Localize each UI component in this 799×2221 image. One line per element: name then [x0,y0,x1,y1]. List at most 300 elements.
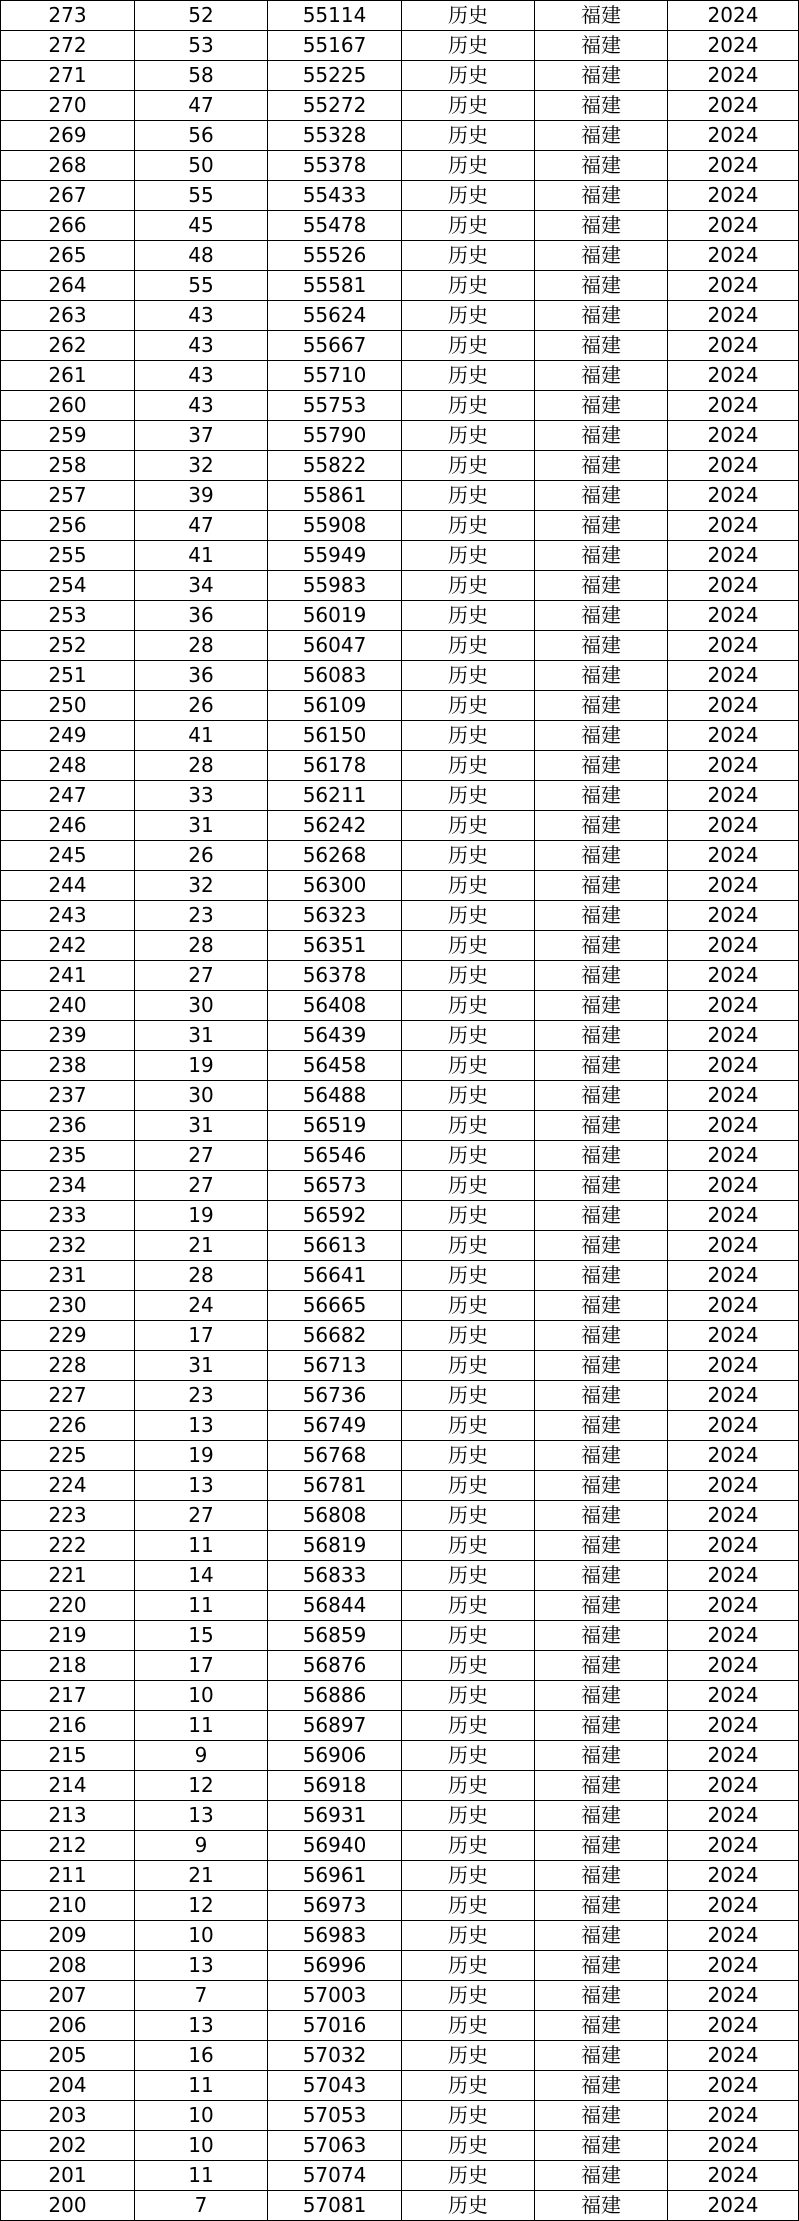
cumulative-cell: 55861 [268,481,402,511]
year-cell: 2024 [668,601,799,631]
score-cell: 262 [1,331,135,361]
year-cell: 2024 [668,691,799,721]
subject-cell: 历史 [402,1171,535,1201]
subject-cell: 历史 [402,361,535,391]
subject-cell: 历史 [402,2041,535,2071]
count-cell: 32 [135,451,268,481]
table-row [1,421,799,451]
cumulative-cell: 56931 [268,1801,402,1831]
year-cell: 2024 [668,1591,799,1621]
count-cell: 48 [135,241,268,271]
score-cell: 270 [1,91,135,121]
year-cell: 2024 [668,1321,799,1351]
cumulative-cell: 56178 [268,751,402,781]
year-cell: 2024 [668,1291,799,1321]
table-row [1,1891,799,1921]
count-cell: 27 [135,1501,268,1531]
year-cell: 2024 [668,181,799,211]
score-cell: 259 [1,421,135,451]
cumulative-cell: 56886 [268,1681,402,1711]
score-cell: 226 [1,1411,135,1441]
count-cell: 43 [135,331,268,361]
count-cell: 31 [135,1111,268,1141]
table-row [1,361,799,391]
province-cell: 福建 [535,1351,668,1381]
cumulative-cell: 56439 [268,1021,402,1051]
count-cell: 17 [135,1321,268,1351]
count-cell: 27 [135,1141,268,1171]
province-cell: 福建 [535,541,668,571]
province-cell: 福建 [535,451,668,481]
cumulative-cell: 55710 [268,361,402,391]
province-cell: 福建 [535,1381,668,1411]
subject-cell: 历史 [402,1411,535,1441]
table-row [1,391,799,421]
cumulative-cell: 55225 [268,61,402,91]
year-cell: 2024 [668,1981,799,2011]
subject-cell: 历史 [402,1951,535,1981]
count-cell: 31 [135,811,268,841]
province-cell: 福建 [535,571,668,601]
score-cell: 238 [1,1051,135,1081]
cumulative-cell: 56109 [268,691,402,721]
subject-cell: 历史 [402,811,535,841]
cumulative-cell: 55433 [268,181,402,211]
table-row [1,481,799,511]
count-cell: 11 [135,1591,268,1621]
year-cell: 2024 [668,2101,799,2131]
count-cell: 30 [135,991,268,1021]
table-row [1,91,799,121]
subject-cell: 历史 [402,1741,535,1771]
province-cell: 福建 [535,2161,668,2191]
year-cell: 2024 [668,1231,799,1261]
score-cell: 242 [1,931,135,961]
province-cell: 福建 [535,61,668,91]
score-cell: 268 [1,151,135,181]
year-cell: 2024 [668,61,799,91]
province-cell: 福建 [535,151,668,181]
year-cell: 2024 [668,1201,799,1231]
score-cell: 251 [1,661,135,691]
year-cell: 2024 [668,571,799,601]
province-cell: 福建 [535,1951,668,1981]
province-cell: 福建 [535,1681,668,1711]
subject-cell: 历史 [402,1861,535,1891]
subject-cell: 历史 [402,2011,535,2041]
cumulative-cell: 56781 [268,1471,402,1501]
cumulative-cell: 56736 [268,1381,402,1411]
province-cell: 福建 [535,751,668,781]
cumulative-cell: 56808 [268,1501,402,1531]
subject-cell: 历史 [402,901,535,931]
year-cell: 2024 [668,481,799,511]
subject-cell: 历史 [402,1711,535,1741]
count-cell: 27 [135,1171,268,1201]
count-cell: 50 [135,151,268,181]
subject-cell: 历史 [402,1351,535,1381]
table-row [1,181,799,211]
year-cell: 2024 [668,451,799,481]
count-cell: 23 [135,901,268,931]
score-cell: 224 [1,1471,135,1501]
table-row [1,2041,799,2071]
province-cell: 福建 [535,1231,668,1261]
cumulative-cell: 56713 [268,1351,402,1381]
subject-cell: 历史 [402,1,535,31]
count-cell: 16 [135,2041,268,2071]
score-cell: 216 [1,1711,135,1741]
table-row [1,871,799,901]
subject-cell: 历史 [402,1021,535,1051]
subject-cell: 历史 [402,721,535,751]
score-cell: 269 [1,121,135,151]
score-cell: 210 [1,1891,135,1921]
count-cell: 21 [135,1861,268,1891]
cumulative-cell: 55478 [268,211,402,241]
table-row [1,1201,799,1231]
province-cell: 福建 [535,241,668,271]
province-cell: 福建 [535,2041,668,2071]
subject-cell: 历史 [402,1381,535,1411]
year-cell: 2024 [668,361,799,391]
count-cell: 31 [135,1021,268,1051]
cumulative-cell: 55526 [268,241,402,271]
subject-cell: 历史 [402,211,535,241]
score-cell: 265 [1,241,135,271]
province-cell: 福建 [535,391,668,421]
count-cell: 12 [135,1891,268,1921]
cumulative-cell: 56897 [268,1711,402,1741]
score-cell: 240 [1,991,135,1021]
count-cell: 21 [135,1231,268,1261]
score-cell: 223 [1,1501,135,1531]
year-cell: 2024 [668,1441,799,1471]
cumulative-cell: 56844 [268,1591,402,1621]
subject-cell: 历史 [402,2101,535,2131]
count-cell: 28 [135,631,268,661]
year-cell: 2024 [668,721,799,751]
score-cell: 233 [1,1201,135,1231]
subject-cell: 历史 [402,1981,535,2011]
year-cell: 2024 [668,1501,799,1531]
count-cell: 26 [135,691,268,721]
cumulative-cell: 56150 [268,721,402,751]
province-cell: 福建 [535,421,668,451]
subject-cell: 历史 [402,271,535,301]
subject-cell: 历史 [402,1621,535,1651]
count-cell: 52 [135,1,268,31]
province-cell: 福建 [535,1891,668,1921]
subject-cell: 历史 [402,121,535,151]
province-cell: 福建 [535,1921,668,1951]
cumulative-cell: 57063 [268,2131,402,2161]
table-row [1,811,799,841]
score-cell: 220 [1,1591,135,1621]
count-cell: 9 [135,1741,268,1771]
table-row [1,1981,799,2011]
cumulative-cell: 56961 [268,1861,402,1891]
year-cell: 2024 [668,541,799,571]
cumulative-cell: 55328 [268,121,402,151]
province-cell: 福建 [535,361,668,391]
year-cell: 2024 [668,1471,799,1501]
year-cell: 2024 [668,901,799,931]
subject-cell: 历史 [402,631,535,661]
province-cell: 福建 [535,301,668,331]
province-cell: 福建 [535,1831,668,1861]
subject-cell: 历史 [402,571,535,601]
score-cell: 264 [1,271,135,301]
year-cell: 2024 [668,2011,799,2041]
cumulative-cell: 56300 [268,871,402,901]
table-row [1,1261,799,1291]
subject-cell: 历史 [402,301,535,331]
table-row [1,1081,799,1111]
table-row [1,1051,799,1081]
subject-cell: 历史 [402,751,535,781]
year-cell: 2024 [668,2191,799,2221]
province-cell: 福建 [535,1501,668,1531]
table-row [1,751,799,781]
subject-cell: 历史 [402,331,535,361]
subject-cell: 历史 [402,1261,535,1291]
table-row [1,1771,799,1801]
score-cell: 256 [1,511,135,541]
score-cell: 227 [1,1381,135,1411]
count-cell: 9 [135,1831,268,1861]
subject-cell: 历史 [402,661,535,691]
score-cell: 247 [1,781,135,811]
score-cell: 209 [1,1921,135,1951]
year-cell: 2024 [668,1141,799,1171]
count-cell: 31 [135,1351,268,1381]
cumulative-cell: 56940 [268,1831,402,1861]
table-row [1,961,799,991]
year-cell: 2024 [668,2041,799,2071]
cumulative-cell: 55167 [268,31,402,61]
cumulative-cell: 55114 [268,1,402,31]
score-cell: 219 [1,1621,135,1651]
count-cell: 19 [135,1441,268,1471]
count-cell: 43 [135,301,268,331]
cumulative-cell: 55908 [268,511,402,541]
year-cell: 2024 [668,1921,799,1951]
score-cell: 249 [1,721,135,751]
subject-cell: 历史 [402,1831,535,1861]
count-cell: 13 [135,1801,268,1831]
subject-cell: 历史 [402,1561,535,1591]
table-row [1,211,799,241]
count-cell: 10 [135,2131,268,2161]
table-row [1,1321,799,1351]
province-cell: 福建 [535,2191,668,2221]
table-row [1,1381,799,1411]
subject-cell: 历史 [402,1231,535,1261]
province-cell: 福建 [535,481,668,511]
subject-cell: 历史 [402,1591,535,1621]
score-cell: 221 [1,1561,135,1591]
count-cell: 13 [135,1951,268,1981]
score-cell: 232 [1,1231,135,1261]
score-cell: 245 [1,841,135,871]
province-cell: 福建 [535,1861,668,1891]
score-cell: 263 [1,301,135,331]
cumulative-cell: 56918 [268,1771,402,1801]
score-cell: 211 [1,1861,135,1891]
table-row [1,271,799,301]
province-cell: 福建 [535,1,668,31]
count-cell: 10 [135,1921,268,1951]
table-row [1,781,799,811]
table-row [1,1801,799,1831]
table-row [1,571,799,601]
subject-cell: 历史 [402,1141,535,1171]
cumulative-cell: 56859 [268,1621,402,1651]
subject-cell: 历史 [402,1921,535,1951]
province-cell: 福建 [535,1801,668,1831]
year-cell: 2024 [668,961,799,991]
count-cell: 32 [135,871,268,901]
score-cell: 236 [1,1111,135,1141]
subject-cell: 历史 [402,1651,535,1681]
score-cell: 231 [1,1261,135,1291]
score-cell: 252 [1,631,135,661]
score-cell: 203 [1,2101,135,2131]
year-cell: 2024 [668,1711,799,1741]
subject-cell: 历史 [402,391,535,421]
score-cell: 218 [1,1651,135,1681]
subject-cell: 历史 [402,1801,535,1831]
cumulative-cell: 56378 [268,961,402,991]
province-cell: 福建 [535,1981,668,2011]
subject-cell: 历史 [402,1081,535,1111]
province-cell: 福建 [535,2131,668,2161]
cumulative-cell: 57081 [268,2191,402,2221]
cumulative-cell: 56242 [268,811,402,841]
count-cell: 28 [135,931,268,961]
table-row [1,2161,799,2191]
province-cell: 福建 [535,1741,668,1771]
province-cell: 福建 [535,871,668,901]
province-cell: 福建 [535,271,668,301]
score-cell: 208 [1,1951,135,1981]
count-cell: 27 [135,961,268,991]
table-row [1,301,799,331]
year-cell: 2024 [668,1,799,31]
year-cell: 2024 [668,1891,799,1921]
subject-cell: 历史 [402,241,535,271]
province-cell: 福建 [535,1081,668,1111]
score-cell: 205 [1,2041,135,2071]
score-cell: 202 [1,2131,135,2161]
province-cell: 福建 [535,1471,668,1501]
count-cell: 11 [135,2071,268,2101]
province-cell: 福建 [535,1621,668,1651]
table-row [1,1951,799,1981]
score-cell: 248 [1,751,135,781]
count-cell: 45 [135,211,268,241]
score-cell: 253 [1,601,135,631]
count-cell: 43 [135,361,268,391]
province-cell: 福建 [535,1771,668,1801]
count-cell: 47 [135,91,268,121]
province-cell: 福建 [535,1291,668,1321]
province-cell: 福建 [535,2011,668,2041]
province-cell: 福建 [535,841,668,871]
table-row [1,1441,799,1471]
count-cell: 13 [135,1471,268,1501]
table-row [1,661,799,691]
table-row [1,121,799,151]
subject-cell: 历史 [402,1201,535,1231]
cumulative-cell: 55822 [268,451,402,481]
subject-cell: 历史 [402,1291,535,1321]
count-cell: 36 [135,661,268,691]
year-cell: 2024 [668,241,799,271]
cumulative-cell: 56268 [268,841,402,871]
subject-cell: 历史 [402,481,535,511]
year-cell: 2024 [668,781,799,811]
year-cell: 2024 [668,211,799,241]
cumulative-cell: 56973 [268,1891,402,1921]
table-row [1,691,799,721]
count-cell: 30 [135,1081,268,1111]
count-cell: 13 [135,2011,268,2041]
score-cell: 228 [1,1351,135,1381]
score-cell: 237 [1,1081,135,1111]
count-cell: 13 [135,1411,268,1441]
subject-cell: 历史 [402,961,535,991]
table-row [1,1171,799,1201]
province-cell: 福建 [535,931,668,961]
year-cell: 2024 [668,331,799,361]
subject-cell: 历史 [402,841,535,871]
table-row [1,2011,799,2041]
table-row [1,1471,799,1501]
score-cell: 214 [1,1771,135,1801]
year-cell: 2024 [668,1351,799,1381]
table-row [1,31,799,61]
table-row [1,1921,799,1951]
table-row [1,1831,799,1861]
cumulative-cell: 56682 [268,1321,402,1351]
table-row [1,721,799,751]
count-cell: 37 [135,421,268,451]
table-row [1,601,799,631]
table-row [1,541,799,571]
count-cell: 10 [135,1681,268,1711]
count-cell: 55 [135,271,268,301]
year-cell: 2024 [668,1171,799,1201]
table-row [1,1231,799,1261]
province-cell: 福建 [535,121,668,151]
count-cell: 11 [135,1711,268,1741]
province-cell: 福建 [535,901,668,931]
table-row [1,1411,799,1441]
province-cell: 福建 [535,31,668,61]
cumulative-cell: 56546 [268,1141,402,1171]
province-cell: 福建 [535,211,668,241]
year-cell: 2024 [668,391,799,421]
province-cell: 福建 [535,781,668,811]
year-cell: 2024 [668,871,799,901]
subject-cell: 历史 [402,31,535,61]
count-cell: 34 [135,571,268,601]
count-cell: 41 [135,541,268,571]
year-cell: 2024 [668,151,799,181]
count-cell: 58 [135,61,268,91]
